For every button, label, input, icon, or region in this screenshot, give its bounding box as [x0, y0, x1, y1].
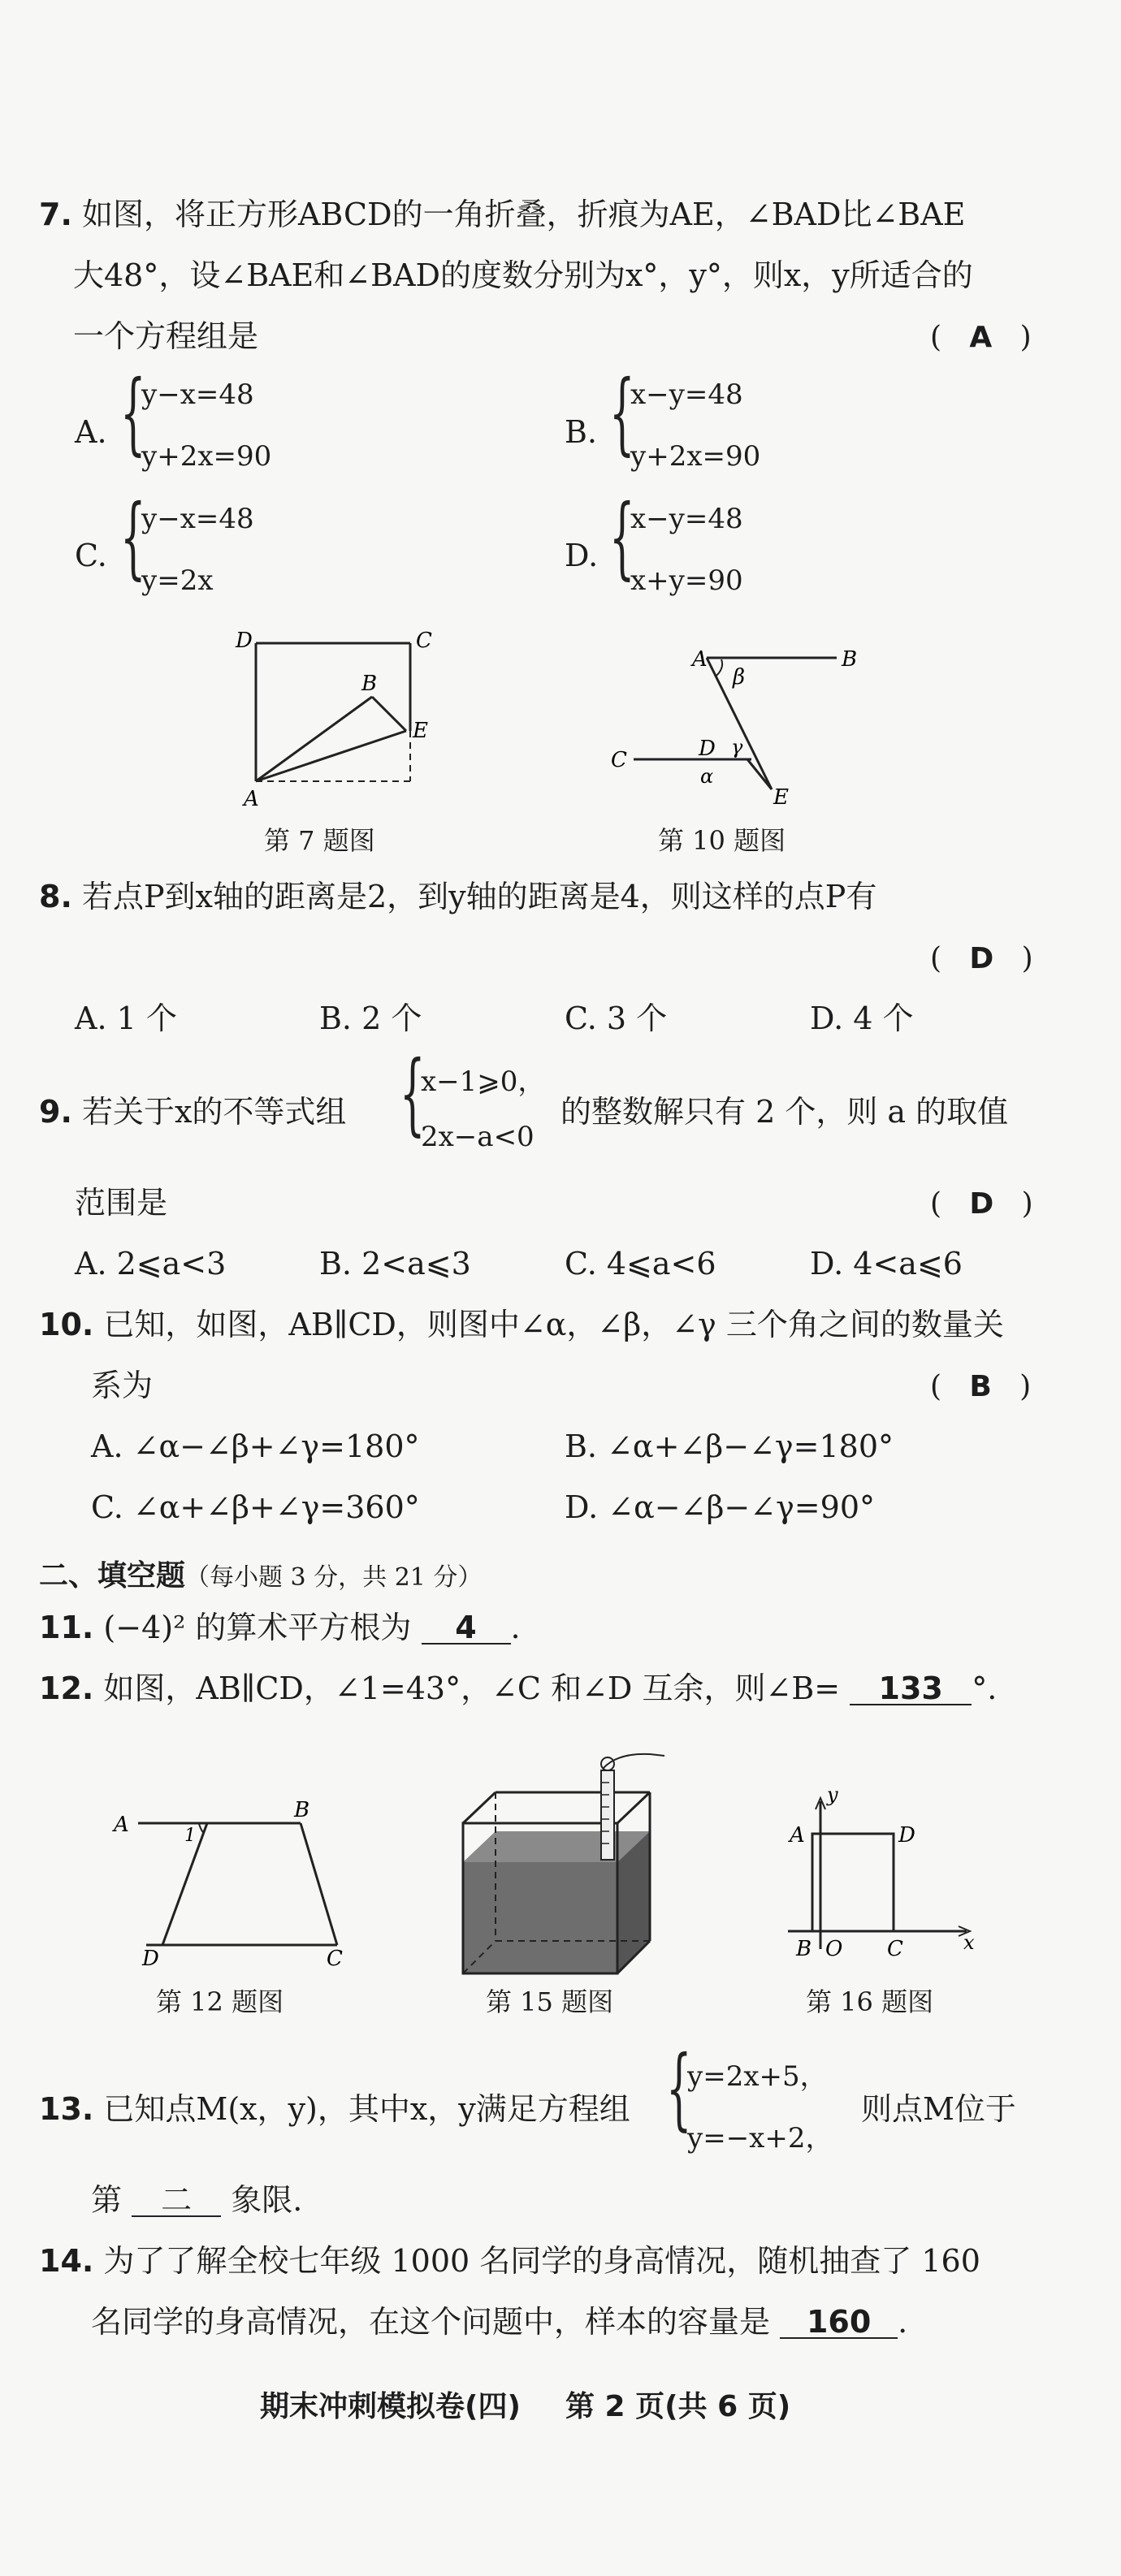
fig10-label-e: E — [773, 785, 789, 810]
fig7-caption: 第 7 题图 — [264, 825, 375, 856]
q7-line1 — [39, 199, 965, 230]
figure-15 — [455, 1746, 699, 1982]
q14-number: 14. — [39, 2243, 94, 2279]
fig7-label-b: B — [361, 672, 378, 696]
q13-eq2: y=−x+2， — [687, 2122, 833, 2155]
fig7-crease-ae — [256, 731, 406, 781]
q11-number: 11. — [39, 1610, 94, 1645]
q11-period: . — [510, 1610, 521, 1645]
q9-number: 9. — [39, 1094, 72, 1130]
q13-line2-pre: 第 — [91, 2182, 123, 2218]
footer-title: 期末冲刺模拟卷(四) — [260, 2390, 521, 2423]
q9-ineq2: 2x−a<0 — [421, 1121, 535, 1153]
q8-line1 — [39, 881, 876, 912]
q11-answer-blank: 4 — [422, 1612, 511, 1645]
q12-text: 如图，AB∥CD，∠1=43°，∠C 和∠D 互余，则∠B= — [103, 1671, 841, 1706]
q13-answer-blank: 二 — [132, 2185, 221, 2217]
q7-line3: 一个方程组是 — [73, 318, 259, 354]
fig16-label-o: O — [825, 1937, 843, 1961]
q13-line2 — [91, 2182, 303, 2218]
section-2-title: 二、填空题 — [39, 1559, 186, 1593]
q7-option-b — [609, 361, 820, 481]
q9-text-pre: 若关于x的不等式组 — [81, 1094, 347, 1130]
fig16-label-d: D — [898, 1823, 915, 1848]
fig12-label-a: A — [114, 1813, 129, 1837]
q9-text-post: 的整数解只有 2 个，则 a 的取值 — [560, 1094, 1009, 1130]
q14-text-2: 名同学的身高情况，在这个问题中，样本的容量是 — [91, 2304, 771, 2340]
fig10-arc-beta — [716, 659, 722, 676]
fig15-water-surface — [463, 1831, 650, 1862]
q7-option-b-label: B. — [565, 414, 598, 450]
q10-answer-bracket: ( B ) — [930, 1370, 1032, 1403]
fig10-caption: 第 10 题图 — [658, 825, 786, 856]
fig16-rectangle — [812, 1834, 894, 1931]
q9-ineq1: x−1⩾0， — [421, 1065, 546, 1098]
q9-option-c: C. 4⩽a<6 — [565, 1246, 716, 1282]
fig7-edge-ab — [256, 697, 372, 781]
fig15-ruler — [601, 1770, 614, 1860]
figure-16 — [780, 1779, 991, 1965]
q7-option-c-label: C. — [75, 538, 107, 573]
fig10-label-beta: β — [733, 665, 746, 689]
brace-icon: { — [666, 2036, 692, 2140]
q9-answer-bracket: ( D ) — [930, 1187, 1033, 1221]
footer-page-number: 第 2 页(共 6 页) — [565, 2390, 791, 2423]
fig16-label-a: A — [790, 1823, 805, 1848]
fig7-label-c: C — [416, 629, 432, 653]
brace-icon: { — [400, 1041, 426, 1145]
fig7-edge-be — [372, 697, 406, 731]
q7-line2: 大48°，设∠BAE和∠BAD的度数分别为x°，y°，则x，y所适合的 — [73, 257, 973, 293]
q9-answer: D — [969, 1187, 994, 1221]
q7-option-a — [120, 361, 331, 481]
q7-option-a-eq2: y+2x=90 — [141, 440, 272, 473]
q9-line1-pre — [39, 1094, 347, 1130]
section-2-heading — [39, 1553, 482, 1594]
q9-line2: 范围是 — [75, 1185, 168, 1221]
fig16-caption: 第 16 题图 — [806, 1986, 934, 2017]
q7-answer-bracket: ( A ) — [930, 321, 1032, 354]
q7-option-b-eq2: y+2x=90 — [630, 440, 761, 473]
q13-text-post: 则点M位于 — [861, 2091, 1016, 2127]
figure-10 — [601, 633, 877, 820]
fig12-label-1: 1 — [184, 1826, 196, 1846]
q9-option-b: B. 2<a⩽3 — [319, 1246, 471, 1282]
section-2-note: （每小题 3 分，共 21 分） — [185, 1563, 483, 1592]
q7-option-c-eq1: y−x=48 — [141, 503, 254, 535]
q10-text-1: 已知，如图，AB∥CD，则图中∠α，∠β，∠γ 三个角之间的数量关 — [103, 1307, 1004, 1342]
q12-number: 12. — [39, 1671, 94, 1706]
q8-option-c: C. 3 个 — [565, 1001, 668, 1036]
q8-answer-bracket: ( D ) — [930, 942, 1033, 975]
q7-option-d-eq1: x−y=48 — [630, 503, 743, 535]
fig16-label-x: x — [963, 1931, 975, 1954]
brace-icon: { — [120, 361, 146, 465]
q7-option-d-label: D. — [565, 538, 599, 573]
fig10-label-gamma: γ — [731, 736, 743, 759]
q9-option-d: D. 4<a⩽6 — [810, 1246, 963, 1282]
q13-number: 13. — [39, 2091, 94, 2127]
q7-text-1: 如图，将正方形ABCD的一角折叠，折痕为AE，∠BAD比∠BAE — [81, 197, 966, 232]
fig7-label-e: E — [413, 719, 428, 743]
q14-line2 — [91, 2306, 907, 2339]
q13-eq1: y=2x+5， — [687, 2060, 828, 2093]
q10-option-c: C. ∠α+∠β+∠γ=360° — [91, 1489, 420, 1525]
fig16-label-b: B — [796, 1937, 812, 1961]
q14-period: . — [898, 2304, 908, 2340]
fig7-label-a: A — [244, 787, 259, 811]
q13-line2-post: 象限. — [231, 2182, 303, 2218]
q7-option-a-label: A. — [75, 414, 107, 450]
q12-answer-blank: 133 — [850, 1673, 972, 1705]
fig16-label-c: C — [887, 1937, 903, 1961]
q9-inequality-system — [400, 1041, 562, 1161]
q7-option-d — [609, 485, 820, 605]
fig15-hand-icon — [603, 1754, 664, 1769]
q13-line1-pre — [39, 2091, 630, 2127]
fig10-label-alpha: α — [700, 765, 714, 788]
fig16-label-y: y — [827, 1783, 838, 1806]
q8-option-b: B. 2 个 — [319, 1001, 422, 1036]
q14-text-1: 为了了解全校七年级 1000 名同学的身高情况，随机抽查了 160 — [103, 2243, 980, 2279]
q8-text: 若点P到x轴的距离是2，到y轴的距离是4，则这样的点P有 — [81, 879, 877, 914]
q10-number: 10. — [39, 1307, 94, 1342]
fig15-edge-2 — [617, 1792, 650, 1823]
q14-line1 — [39, 2243, 980, 2279]
page-footer — [260, 2384, 790, 2425]
q10-option-a: A. ∠α−∠β+∠γ=180° — [91, 1428, 420, 1464]
q7-option-c-eq2: y=2x — [141, 564, 214, 597]
q10-line1 — [39, 1309, 1004, 1340]
fig10-label-d: D — [699, 737, 716, 761]
q7-number: 7. — [39, 197, 72, 232]
q7-option-c — [120, 485, 331, 605]
q12-degree: °. — [972, 1671, 998, 1706]
q7-answer: A — [969, 321, 993, 354]
q7-option-a-eq1: y−x=48 — [141, 378, 254, 411]
fig15-water-front — [463, 1862, 617, 1973]
q10-option-d: D. ∠α−∠β−∠γ=90° — [565, 1489, 876, 1525]
brace-icon: { — [609, 485, 635, 589]
brace-icon: { — [609, 361, 635, 465]
fig15-caption: 第 15 题图 — [486, 1986, 614, 2017]
q7-option-b-eq1: x−y=48 — [630, 378, 743, 411]
q14-answer-blank: 160 — [780, 2306, 898, 2339]
fig12-label-b: B — [294, 1799, 310, 1822]
q12-line — [39, 1673, 997, 1705]
q13-equation-system — [666, 2036, 861, 2156]
fig10-label-a: A — [692, 647, 708, 672]
q8-option-d: D. 4 个 — [810, 1001, 914, 1036]
q8-number: 8. — [39, 879, 72, 914]
fig12-label-d: D — [142, 1947, 159, 1969]
fig10-label-b: B — [842, 647, 858, 672]
figure-12 — [106, 1799, 374, 1969]
q11-text: (−4)² 的算术平方根为 — [103, 1610, 412, 1645]
fig10-label-c: C — [611, 748, 627, 772]
figure-7 — [227, 625, 439, 820]
q10-answer: B — [969, 1370, 992, 1403]
q10-line2: 系为 — [91, 1368, 154, 1403]
fig12-side-bc — [301, 1823, 337, 1945]
fig15-edge-1 — [463, 1792, 496, 1823]
fig12-label-c: C — [327, 1947, 343, 1969]
fig12-angle-arc — [199, 1824, 204, 1833]
q7-option-d-eq2: x+y=90 — [630, 564, 743, 597]
q8-option-a: A. 1 个 — [75, 1001, 177, 1036]
q10-option-b: B. ∠α+∠β−∠γ=180° — [565, 1428, 894, 1464]
brace-icon: { — [120, 485, 146, 589]
fig7-label-d: D — [236, 629, 253, 653]
q8-answer: D — [969, 942, 994, 975]
q13-text-pre: 已知点M(x，y)，其中x，y满足方程组 — [103, 2091, 630, 2127]
q11-line — [39, 1612, 521, 1645]
fig12-caption: 第 12 题图 — [156, 1986, 284, 2017]
q9-option-a: A. 2⩽a<3 — [75, 1246, 227, 1282]
